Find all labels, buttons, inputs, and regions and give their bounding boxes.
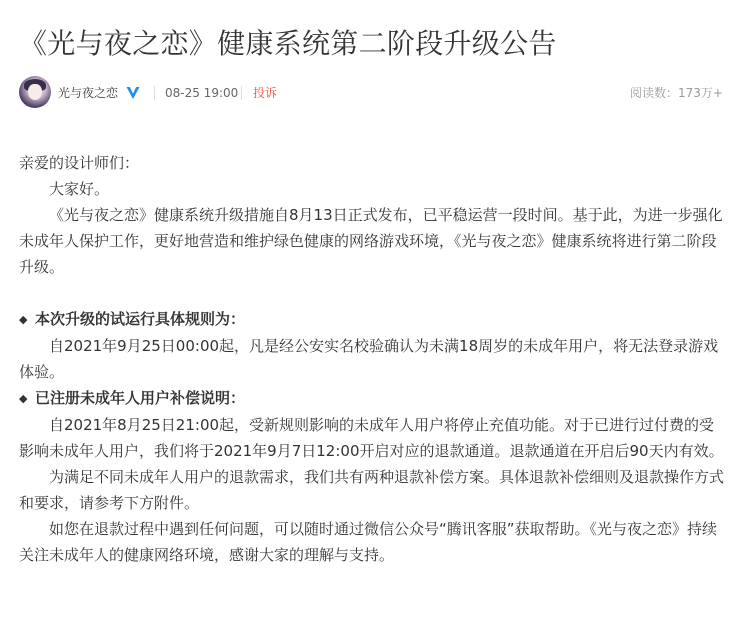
- verified-icon: [124, 84, 142, 102]
- meta-divider: [241, 86, 242, 100]
- section-heading-rules: [19, 306, 724, 333]
- read-count: 阅读数：173万+: [630, 86, 723, 100]
- compensation-paragraph-3: 如您在退款过程中遇到任何问题，可以随时通过微信公众号“腾讯客服”获取帮助。《光与夜之恋》持续关注未成年人的健康网络环境，感谢大家的理解与支持。: [19, 520, 718, 564]
- article-title: 《光与夜之恋》健康系统第二阶段升级公告: [19, 27, 557, 60]
- avatar-face: [28, 84, 42, 100]
- author-avatar[interactable]: [19, 76, 51, 108]
- paragraph-spacer: [19, 280, 724, 306]
- article-meta: [19, 76, 723, 110]
- section-heading-text: 已注册未成年人用户补偿说明：: [35, 389, 246, 407]
- hello-text: 大家好。: [49, 180, 110, 198]
- rules-paragraph: 自2021年9月25日00:00起，凡是经公安实名校验确认为未满18周岁的未成年用户，将无法登录游戏体验。: [19, 337, 719, 381]
- author-name[interactable]: 光与夜之恋: [58, 86, 119, 100]
- diamond-bullet-icon: ◆: [19, 313, 28, 326]
- meta-divider: [154, 86, 155, 100]
- diamond-bullet-icon: ◆: [19, 392, 28, 405]
- compensation-paragraph-2: 为满足不同未成年人用户的退款需求，我们共有两种退款补偿方案。具体退款补偿细则及退款操作方式和要求，请参考下方附件。: [19, 468, 725, 512]
- report-link[interactable]: 投诉: [253, 86, 278, 100]
- intro-paragraph: 《光与夜之恋》健康系统升级措施自8月13日正式发布，已平稳运营一段时间。基于此，为进一步强化未成年人保护工作，更好地营造和维护绿色健康的网络游戏环境，《光与夜之恋》健康系统将进行第二阶段升级。: [19, 206, 723, 276]
- section-heading-text: 本次升级的试运行具体规则为：: [35, 310, 246, 328]
- article-body: [19, 150, 724, 568]
- greeting-text: 亲爱的设计师们：: [19, 154, 140, 172]
- section-heading-compensation: [19, 385, 724, 412]
- publish-time: 08-25 19:00: [165, 86, 239, 100]
- compensation-paragraph-1: 自2021年8月25日21:00起，受新规则影响的未成年人用户将停止充值功能。对于已进行过付费的受影响未成年人用户，我们将于2021年9月7日12:00开启对应的退款通道。退款通道在开启后90天内有效。: [19, 416, 724, 460]
